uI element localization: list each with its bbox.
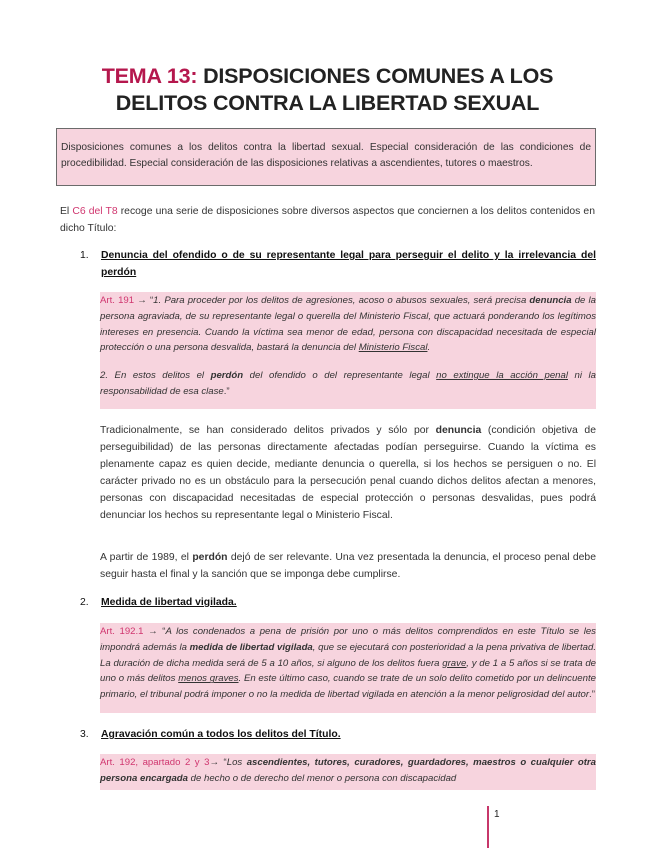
page-title [40,63,615,117]
summary-box: Disposiciones comunes a los delitos contra la libertad sexual. Especial consideración de las condiciones de procedibilidad. Especial consideración de las disposiciones relativas a ascendientes, tutores o maestros. [56,128,596,186]
intro-paragraph: El C6 del T8 recoge una serie de disposiciones sobre diversos aspectos que conciernen a los delitos contenidos en dicho Título: [60,206,595,234]
document-page: TEMA 13: DISPOSICIONES COMUNES A LOS DELITOS CONTRA LA LIBERTAD SEXUAL Disposiciones comunes a los delitos contra la libertad sexual. Especial consideración de las condiciones de procedibilidad. Especial consideración de las disposiciones relativas a ascendientes, tutores o maestros. El C6 del T8 recoge una serie de disposiciones sobre diversos aspectos que conciernen a los delitos contenidos en dicho Título: 1. Denuncia del ofendido o de su representante legal para perseguir el delito y la irrelevancia del perdón Art. 191 → “1. Para proceder por los delitos de agresiones, acoso o abusos sexuales, será precisa denuncia de la persona agraviada, de su representante legal o querella del Ministerio Fiscal, que actuará ponderando los legítimos intereses en presencia. Cuando la víctima sea menor de edad, persona con discapacidad necesitada de especial protección o una persona desvalida, bastará la denuncia del Ministerio Fiscal. 2. En estos delitos el perdón del ofendido o del representante legal no extingue la acción penal ni la responsabilidad de esa clase.” Tradicionalmente, se han considerado delitos privados y sólo por denuncia (condición objetiva de perseguibilidad) de las personas directamente afectadas podían perseguirse. Cuando la víctima es plenamente capaz es quien decide, mediante denuncia o querella, si los hechos se persiguen o no. El carácter privado no es un obstáculo para la persecución penal cuando dichos delitos afectan a menores, personas con discapacidad necesitadas de especial protección o personas desvalidas, pues podrá denunciar los hechos su representante legal o Ministerio Fiscal. A partir de 1989, el perdón dejó de ser relevante. Una vez presentada la denuncia, el proceso penal debe seguir hasta el final y la sanción que se imponga debe cumplirse. 2. Medida de libertad vigilada. Art. 192.1 → “A los condenados a pena de prisión por uno o más delitos comprendidos en este Título se les impondrá además la medida de libertad vigilada, que se ejecutará con posterioridad a la pena privativa de libertad. La duración de dicha medida será de 5 a 10 años, si alguno de los delitos fuera grave, y de 1 a 5 años si se trata de uno o más delitos menos graves. En este último caso, cuando se trate de un solo delito cometido por un delincuente primario, el tribunal podrá imponer o no la medida de libertad vigilada en atención a la menor peligrosidad del autor.” 3. Agravación común a todos los delitos del Título. Art. 192, apartado 2 y 3→ “Los ascendientes, tutores, curadores, guardadores, maestros o cualquier otra persona encargada de hecho o de derecho del menor o persona con discapacidad 1 [0,0,655,848]
article-reference: Art. 192, apartado 2 y 3 [100,757,210,768]
title-line-2: DELITOS CONTRA LA LIBERTAD SEXUAL [115,91,540,115]
page-number: 1 [494,809,500,820]
article-reference: Art. 192.1 [100,626,144,637]
page-number-divider [487,806,489,848]
title-prefix: TEMA 13: [101,64,198,88]
title-line-1: DISPOSICIONES COMUNES A LOS [197,64,554,88]
paragraph-perdon: A partir de 1989, el perdón dejó de ser relevante. Una vez presentada la denuncia, el proceso penal debe seguir hasta el final y la sanción que se imponga debe cumplirse. [100,552,596,580]
quote-art-192-2-3: Art. 192, apartado 2 y 3→ “Los ascendientes, tutores, curadores, guardadores, maestros o cualquier otra persona encargada de hecho o de derecho del menor o persona con discapacidad [100,754,596,790]
article-reference: Art. 191 [100,295,135,306]
quote-art-191: Art. 191 → “1. Para proceder por los delitos de agresiones, acoso o abusos sexuales, será precisa denuncia de la persona agraviada, de su representante legal o querella del Ministerio Fiscal, que actuará ponderando los legítimos intereses en presencia. Cuando la víctima sea menor de edad, persona con discapacidad necesitada de especial protección o una persona desvalida, bastará la denuncia del Ministerio Fiscal. 2. En estos delitos el perdón del ofendido o del representante legal no extingue la acción penal ni la responsabilidad de esa clase.” [100,292,596,409]
quote-art-192-1: Art. 192.1 → “A los condenados a pena de prisión por uno o más delitos comprendidos en este Título se les impondrá además la medida de libertad vigilada, que se ejecutará con posterioridad a la pena privativa de libertad. La duración de dicha medida será de 5 a 10 años, si alguno de los delitos fuera grave, y de 1 a 5 años si se trata de uno o más delitos menos graves. En este último caso, cuando se trate de un solo delito cometido por un delincuente primario, el tribunal podrá imponer o no la medida de libertad vigilada en atención a la menor peligrosidad del autor.” [100,623,596,713]
chapter-reference-link[interactable]: C6 del T8 [72,206,118,217]
paragraph-tradicionalmente: Tradicionalmente, se han considerado delitos privados y sólo por denuncia (condición objetiva de perseguibilidad) de las personas directamente afectadas podían perseguirse. Cuando la víctima es plenamente capaz es quien decide, mediante denuncia o querella, si los hechos se persiguen o no. El carácter privado no es un obstáculo para la persecución penal cuando dichos delitos afectan a menores, personas con discapacidad necesitadas de especial protección o personas desvalidas, pues podrá denunciar los hechos su representante legal o Ministerio Fiscal. [100,425,596,521]
